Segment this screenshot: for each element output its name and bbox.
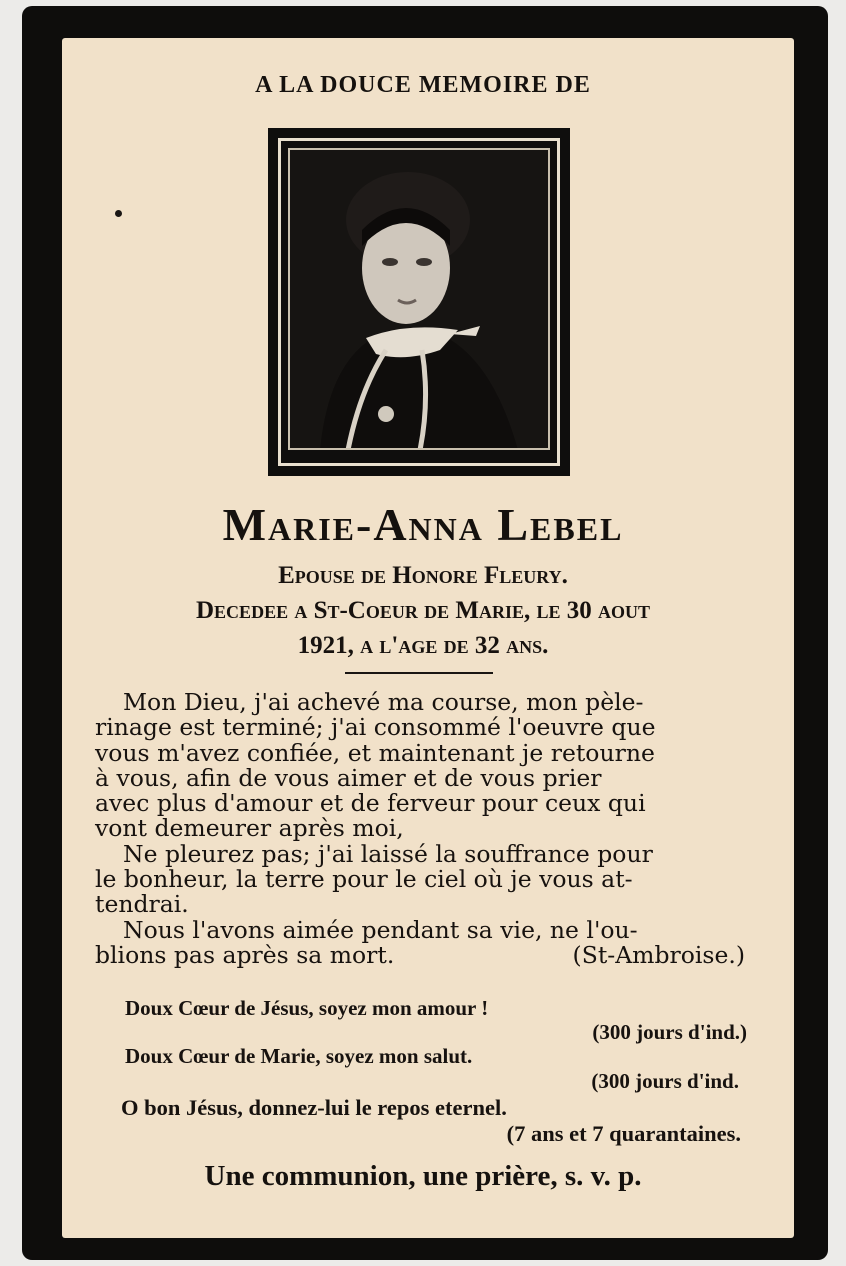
- deceased-name: Marie-Anna Lebel: [222, 499, 624, 550]
- poem-attribution: (St-Ambroise.): [572, 940, 745, 969]
- memorial-heading: A LA DOUCE MEMOIRE DE: [255, 72, 591, 98]
- portrait-frame: [268, 128, 570, 476]
- closing-request: Une communion, une prière, s. v. p.: [204, 1160, 642, 1192]
- prayer-1: Doux Cœur de Jésus, soyez mon amour !: [125, 996, 489, 1020]
- ink-speck: [115, 210, 122, 217]
- prayer-2-indulgence: (300 jours d'ind.: [591, 1069, 739, 1093]
- poem-last-row: [95, 940, 745, 969]
- poem-line: vont demeurer après moi,: [95, 814, 404, 843]
- spouse-line: Epouse de Honore Fleury.: [278, 562, 568, 589]
- prayer-1-indulgence: (300 jours d'ind.): [592, 1020, 747, 1044]
- poem-line: Nous l'avons aimée pendant sa vie, ne l'ou-: [123, 915, 638, 944]
- woman-portrait-photo: [290, 150, 548, 450]
- poem-line: tendrai.: [95, 890, 189, 919]
- poem-line: rinage est terminé; j'ai consommé l'oeuvre que: [95, 713, 656, 742]
- poem-line: blions pas après sa mort.: [95, 940, 395, 969]
- prayer-2: Doux Cœur de Marie, soyez mon salut.: [125, 1044, 473, 1068]
- death-line-2: 1921, a l'age de 32 ans.: [297, 632, 549, 659]
- death-line-1: Decedee a St-Coeur de Marie, le 30 aout: [196, 597, 650, 624]
- memorial-poem: [95, 690, 745, 968]
- prayer-3-indulgence: (7 ans et 7 quarantaines.: [506, 1121, 741, 1146]
- poem-line: à vous, afin de vous aimer et de vous prier: [95, 763, 602, 792]
- poem-line: avec plus d'amour et de ferveur pour ceux qui: [95, 789, 646, 818]
- prayer-3: O bon Jésus, donnez-lui le repos eternel.: [121, 1095, 507, 1120]
- frame-inner-line: [288, 148, 550, 450]
- divider-rule: [345, 672, 493, 674]
- poem-line: vous m'avez confiée, et maintenant je retourne: [95, 738, 655, 767]
- poem-line: Ne pleurez pas; j'ai laissé la souffrance pour: [123, 839, 653, 868]
- poem-line: Mon Dieu, j'ai achevé ma course, mon pèle-: [123, 688, 644, 716]
- poem-line: le bonheur, la terre pour le ciel où je vous at-: [95, 865, 633, 894]
